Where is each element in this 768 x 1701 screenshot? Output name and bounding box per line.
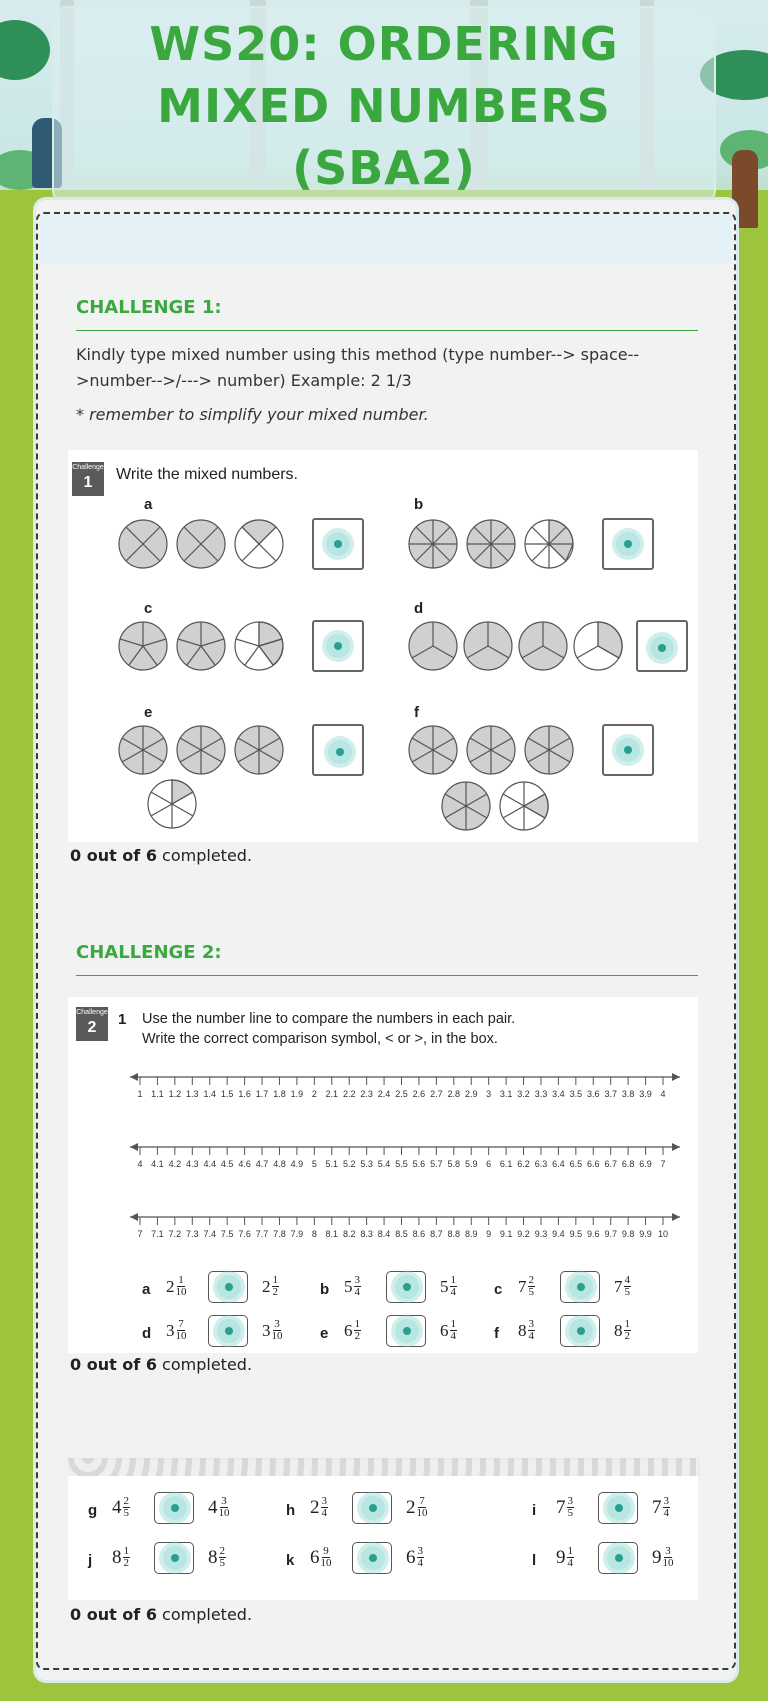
number-line-label: 7.1 bbox=[151, 1229, 164, 1239]
challenge-1-instruction: Kindly type mixed number using this method (type number--> space-->number-->/---> number) Example: 2 1/3 bbox=[76, 345, 640, 390]
number-line-label: 4.3 bbox=[186, 1159, 199, 1169]
comparison-box-h[interactable] bbox=[352, 1492, 392, 1524]
number-line-label: 6.1 bbox=[499, 1159, 513, 1169]
number-line-label: 2.5 bbox=[395, 1089, 408, 1099]
challenge-2-status: 0 out of 6 completed. bbox=[70, 1355, 253, 1374]
number-line-label: 1.1 bbox=[151, 1089, 164, 1099]
pair-letter-k: k bbox=[286, 1552, 295, 1569]
mixed-number-right: 5 $\frac{1}{4}$ bbox=[440, 1274, 456, 1298]
input-marker[interactable] bbox=[163, 1546, 187, 1570]
input-marker[interactable] bbox=[361, 1496, 385, 1520]
mixed-number-right: 8 $\frac{2}{5}$ bbox=[208, 1545, 225, 1569]
page-title: WS20: ORDERING MIXED NUMBERS (SBA2) bbox=[149, 17, 619, 195]
header-strip bbox=[40, 214, 732, 264]
pair-letter-b: b bbox=[320, 1281, 330, 1298]
item-letter-f: f bbox=[414, 704, 419, 721]
number-line-arrow bbox=[672, 1073, 680, 1081]
pair-letter-c: c bbox=[494, 1281, 503, 1298]
fraction-circles-c bbox=[118, 620, 288, 672]
comparison-box-d[interactable] bbox=[208, 1315, 248, 1347]
challenge-2-heading: CHALLENGE 2: bbox=[76, 942, 222, 963]
comparison-box-c[interactable] bbox=[560, 1271, 600, 1303]
number-line-label: 9.3 bbox=[534, 1229, 548, 1239]
answer-box-f[interactable] bbox=[602, 724, 654, 776]
challenge-2-badge: Challenge 2 bbox=[76, 1007, 108, 1041]
number-line-label: 6 bbox=[486, 1159, 492, 1169]
number-line-arrow bbox=[130, 1073, 138, 1081]
number-line-label: 4 bbox=[137, 1159, 143, 1169]
number-line-label: 9 bbox=[486, 1229, 492, 1239]
number-line-label: 5.6 bbox=[412, 1159, 426, 1169]
number-line-label: 4.1 bbox=[151, 1159, 164, 1169]
mixed-number-left: 8 $\frac{3}{4}$ bbox=[518, 1318, 534, 1342]
comparison-box-j[interactable] bbox=[154, 1542, 194, 1574]
number-line-label: 2 bbox=[311, 1089, 317, 1099]
pair-letter-l: l bbox=[532, 1552, 537, 1569]
mixed-number-left: 4 $\frac{2}{5}$ bbox=[112, 1495, 129, 1519]
mixed-number-left: 8 $\frac{1}{2}$ bbox=[112, 1545, 129, 1569]
input-marker[interactable] bbox=[607, 1496, 631, 1520]
comparison-box-i[interactable] bbox=[598, 1492, 638, 1524]
comparison-box-g[interactable] bbox=[154, 1492, 194, 1524]
mixed-number-left: 6 $\frac{9}{10}$ bbox=[310, 1545, 332, 1569]
answer-box-c[interactable] bbox=[312, 620, 364, 672]
input-marker[interactable] bbox=[607, 1546, 631, 1570]
input-marker[interactable] bbox=[395, 1275, 419, 1299]
number-line-arrow bbox=[672, 1213, 680, 1221]
number-line-label: 5.4 bbox=[377, 1159, 391, 1169]
number-line-label: 1.4 bbox=[203, 1089, 216, 1099]
number-line-label: 3 bbox=[486, 1089, 492, 1099]
challenge-1-badge: Challenge 1 bbox=[72, 462, 104, 496]
number-line-label: 7.5 bbox=[220, 1229, 234, 1239]
number-line-label: 7 bbox=[137, 1229, 143, 1239]
number-line-7-to-10 bbox=[128, 1209, 688, 1239]
number-line-label: 3.1 bbox=[499, 1089, 513, 1099]
number-line-4-to-7 bbox=[128, 1139, 688, 1169]
number-line-label: 6.7 bbox=[604, 1159, 617, 1169]
number-line-label: 3.7 bbox=[604, 1089, 617, 1099]
fraction-circles-d bbox=[408, 620, 628, 672]
number-line-label: 6.4 bbox=[552, 1159, 565, 1169]
mixed-number-right: 7 $\frac{3}{4}$ bbox=[652, 1495, 669, 1519]
pair-letter-d: d bbox=[142, 1325, 152, 1342]
comparison-box-b[interactable] bbox=[386, 1271, 426, 1303]
number-line-label: 5.2 bbox=[342, 1159, 356, 1169]
number-line-label: 6.3 bbox=[534, 1159, 548, 1169]
challenge-1-image bbox=[68, 450, 698, 842]
input-marker[interactable] bbox=[650, 636, 674, 660]
challenge-3-image bbox=[68, 1460, 698, 1600]
mixed-number-left: 5 $\frac{3}{4}$ bbox=[344, 1274, 360, 1298]
input-marker[interactable] bbox=[569, 1319, 593, 1343]
mixed-number-left: 9 $\frac{1}{4}$ bbox=[556, 1545, 573, 1569]
number-line-arrow bbox=[130, 1143, 138, 1151]
number-line-label: 4.5 bbox=[220, 1159, 234, 1169]
number-line-label: 2.3 bbox=[360, 1089, 373, 1099]
comparison-box-a[interactable] bbox=[208, 1271, 248, 1303]
number-line-label: 3.3 bbox=[534, 1089, 548, 1099]
number-line-label: 8.3 bbox=[360, 1229, 373, 1239]
mixed-number-right: 9 $\frac{3}{10}$ bbox=[652, 1545, 674, 1569]
number-line-label: 7.4 bbox=[203, 1229, 216, 1239]
mixed-number-left: 6 $\frac{1}{2}$ bbox=[344, 1318, 360, 1342]
mixed-number-right: 7 $\frac{4}{5}$ bbox=[614, 1274, 630, 1298]
challenge-2-prompt-line2: Write the correct comparison symbol, < or >, in the box. bbox=[142, 1031, 498, 1047]
number-line-label: 2.2 bbox=[342, 1089, 356, 1099]
number-line-label: 3.8 bbox=[621, 1089, 635, 1099]
number-line-label: 6.8 bbox=[621, 1159, 635, 1169]
number-line-label: 7 bbox=[660, 1159, 666, 1169]
number-line-label: 1.7 bbox=[255, 1089, 269, 1099]
number-line-label: 8.8 bbox=[447, 1229, 461, 1239]
challenge-1-prompt: Write the mixed numbers. bbox=[116, 466, 298, 483]
fraction-circles-b bbox=[408, 518, 578, 570]
input-marker[interactable] bbox=[217, 1319, 241, 1343]
number-line-label: 1.5 bbox=[220, 1089, 234, 1099]
number-line-label: 5.7 bbox=[430, 1159, 443, 1169]
fraction-circles-e bbox=[118, 724, 288, 834]
mixed-number-left: 7 $\frac{3}{5}$ bbox=[556, 1495, 573, 1519]
number-line-label: 8.2 bbox=[342, 1229, 356, 1239]
input-marker[interactable] bbox=[328, 740, 352, 764]
input-marker[interactable] bbox=[163, 1496, 187, 1520]
number-line-label: 9.6 bbox=[587, 1229, 600, 1239]
answer-box-d[interactable] bbox=[636, 620, 688, 672]
mixed-number-left: 2 $\frac{1}{10}$ bbox=[166, 1274, 187, 1298]
number-line-label: 4.8 bbox=[273, 1159, 286, 1169]
item-letter-e: e bbox=[144, 704, 153, 721]
number-line-label: 6.2 bbox=[517, 1159, 530, 1169]
mixed-number-right: 2 $\frac{7}{10}$ bbox=[406, 1495, 428, 1519]
number-line-label: 3.5 bbox=[569, 1089, 583, 1099]
answer-box-b[interactable] bbox=[602, 518, 654, 570]
question-number: 1 bbox=[118, 1011, 127, 1028]
number-line-label: 1.3 bbox=[186, 1089, 199, 1099]
input-marker[interactable] bbox=[616, 738, 640, 762]
number-line-label: 3.2 bbox=[517, 1089, 530, 1099]
number-line-label: 2.8 bbox=[447, 1089, 461, 1099]
number-line-label: 2.6 bbox=[412, 1089, 426, 1099]
number-line-label: 4.2 bbox=[168, 1159, 182, 1169]
torn-edge-decoration bbox=[68, 1458, 700, 1476]
mixed-number-left: 7 $\frac{2}{5}$ bbox=[518, 1274, 534, 1298]
number-line-arrow bbox=[130, 1213, 138, 1221]
number-line-label: 7.6 bbox=[238, 1229, 251, 1239]
number-line-label: 4.7 bbox=[255, 1159, 269, 1169]
item-letter-a: a bbox=[144, 496, 153, 513]
number-line-label: 5.5 bbox=[395, 1159, 408, 1169]
number-line-label: 9.8 bbox=[621, 1229, 635, 1239]
number-line-label: 8 bbox=[311, 1229, 317, 1239]
number-line-label: 8.1 bbox=[325, 1229, 339, 1239]
number-line-label: 7.9 bbox=[290, 1229, 304, 1239]
input-marker[interactable] bbox=[395, 1319, 419, 1343]
number-line-label: 5 bbox=[311, 1159, 317, 1169]
pair-letter-f: f bbox=[494, 1325, 499, 1342]
number-line-label: 1 bbox=[137, 1089, 143, 1099]
number-line-label: 8.6 bbox=[412, 1229, 426, 1239]
number-line-label: 9.2 bbox=[517, 1229, 530, 1239]
number-line-label: 3.4 bbox=[552, 1089, 565, 1099]
comparison-box-f[interactable] bbox=[560, 1315, 600, 1347]
challenge-2-divider bbox=[76, 975, 698, 976]
number-line-label: 2.9 bbox=[464, 1089, 478, 1099]
input-marker[interactable] bbox=[217, 1275, 241, 1299]
mixed-number-right: 2 $\frac{1}{2}$ bbox=[262, 1274, 278, 1298]
number-line-label: 3.6 bbox=[587, 1089, 600, 1099]
answer-box-e[interactable] bbox=[312, 724, 364, 776]
number-line-label: 4 bbox=[660, 1089, 666, 1099]
comparison-box-k[interactable] bbox=[352, 1542, 392, 1574]
number-line-label: 2.1 bbox=[325, 1089, 339, 1099]
number-line-label: 5.3 bbox=[360, 1159, 373, 1169]
mixed-number-right: 4 $\frac{3}{10}$ bbox=[208, 1495, 230, 1519]
input-marker[interactable] bbox=[326, 532, 350, 556]
number-line-label: 2.4 bbox=[377, 1089, 391, 1099]
number-line-label: 5.9 bbox=[464, 1159, 478, 1169]
item-letter-d: d bbox=[414, 600, 424, 617]
number-line-label: 7.7 bbox=[255, 1229, 269, 1239]
item-letter-c: c bbox=[144, 600, 153, 617]
input-marker[interactable] bbox=[569, 1275, 593, 1299]
number-line-label: 9.4 bbox=[552, 1229, 565, 1239]
challenge-1-status: 0 out of 6 completed. bbox=[70, 846, 253, 865]
item-letter-b: b bbox=[414, 496, 424, 513]
challenge-2-prompt-line1: Use the number line to compare the numbers in each pair. bbox=[142, 1011, 516, 1027]
number-line-arrow bbox=[672, 1143, 680, 1151]
number-line-label: 2.7 bbox=[430, 1089, 443, 1099]
challenge-1-note: * remember to simplify your mixed number. bbox=[76, 405, 429, 424]
number-line-label: 3.9 bbox=[639, 1089, 652, 1099]
input-marker[interactable] bbox=[361, 1546, 385, 1570]
number-line-label: 8.7 bbox=[430, 1229, 443, 1239]
number-line-label: 9.9 bbox=[639, 1229, 652, 1239]
mixed-number-left: 2 $\frac{3}{4}$ bbox=[310, 1495, 327, 1519]
pair-letter-h: h bbox=[286, 1502, 296, 1519]
number-line-label: 1.9 bbox=[290, 1089, 304, 1099]
answer-box-a[interactable] bbox=[312, 518, 364, 570]
number-line-1-to-4 bbox=[128, 1069, 688, 1099]
comparison-box-e[interactable] bbox=[386, 1315, 426, 1347]
number-line-label: 10 bbox=[657, 1229, 669, 1239]
number-line-label: 5.1 bbox=[325, 1159, 339, 1169]
mixed-number-right: 6 $\frac{1}{4}$ bbox=[440, 1318, 456, 1342]
number-line-label: 8.5 bbox=[395, 1229, 408, 1239]
mixed-number-right: 3 $\frac{3}{10}$ bbox=[262, 1318, 283, 1342]
title-card bbox=[52, 6, 716, 206]
mixed-number-left: 3 $\frac{7}{10}$ bbox=[166, 1318, 187, 1342]
number-line-label: 1.6 bbox=[238, 1089, 251, 1099]
input-marker[interactable] bbox=[326, 634, 350, 658]
fraction-circles-f bbox=[408, 724, 578, 834]
number-line-label: 7.8 bbox=[273, 1229, 286, 1239]
challenge-1-heading: CHALLENGE 1: bbox=[76, 297, 222, 318]
input-marker[interactable] bbox=[616, 532, 640, 556]
number-line-label: 4.6 bbox=[238, 1159, 251, 1169]
number-line-label: 9.5 bbox=[569, 1229, 583, 1239]
challenge-3-status: 0 out of 6 completed. bbox=[70, 1605, 253, 1624]
pair-letter-j: j bbox=[88, 1552, 93, 1569]
number-line-label: 6.6 bbox=[587, 1159, 600, 1169]
number-line-label: 5.8 bbox=[447, 1159, 461, 1169]
number-line-label: 9.1 bbox=[499, 1229, 513, 1239]
number-line-label: 4.9 bbox=[290, 1159, 304, 1169]
mixed-number-right: 8 $\frac{1}{2}$ bbox=[614, 1318, 630, 1342]
challenge-1-divider bbox=[76, 330, 698, 331]
number-line-label: 8.4 bbox=[377, 1229, 391, 1239]
mixed-number-right: 6 $\frac{3}{4}$ bbox=[406, 1545, 423, 1569]
number-line-label: 1.8 bbox=[273, 1089, 286, 1099]
pair-letter-i: i bbox=[532, 1502, 537, 1519]
pair-letter-a: a bbox=[142, 1281, 151, 1298]
number-line-label: 7.2 bbox=[168, 1229, 182, 1239]
number-line-label: 9.7 bbox=[604, 1229, 617, 1239]
pair-letter-e: e bbox=[320, 1325, 329, 1342]
number-line-label: 7.3 bbox=[186, 1229, 199, 1239]
number-line-label: 4.4 bbox=[203, 1159, 216, 1169]
comparison-box-l[interactable] bbox=[598, 1542, 638, 1574]
fraction-circles-a bbox=[118, 518, 288, 570]
number-line-label: 8.9 bbox=[464, 1229, 478, 1239]
number-line-label: 6.9 bbox=[639, 1159, 652, 1169]
pair-letter-g: g bbox=[88, 1502, 98, 1519]
challenge-2-image bbox=[68, 997, 698, 1353]
number-line-label: 1.2 bbox=[168, 1089, 182, 1099]
number-line-label: 6.5 bbox=[569, 1159, 583, 1169]
